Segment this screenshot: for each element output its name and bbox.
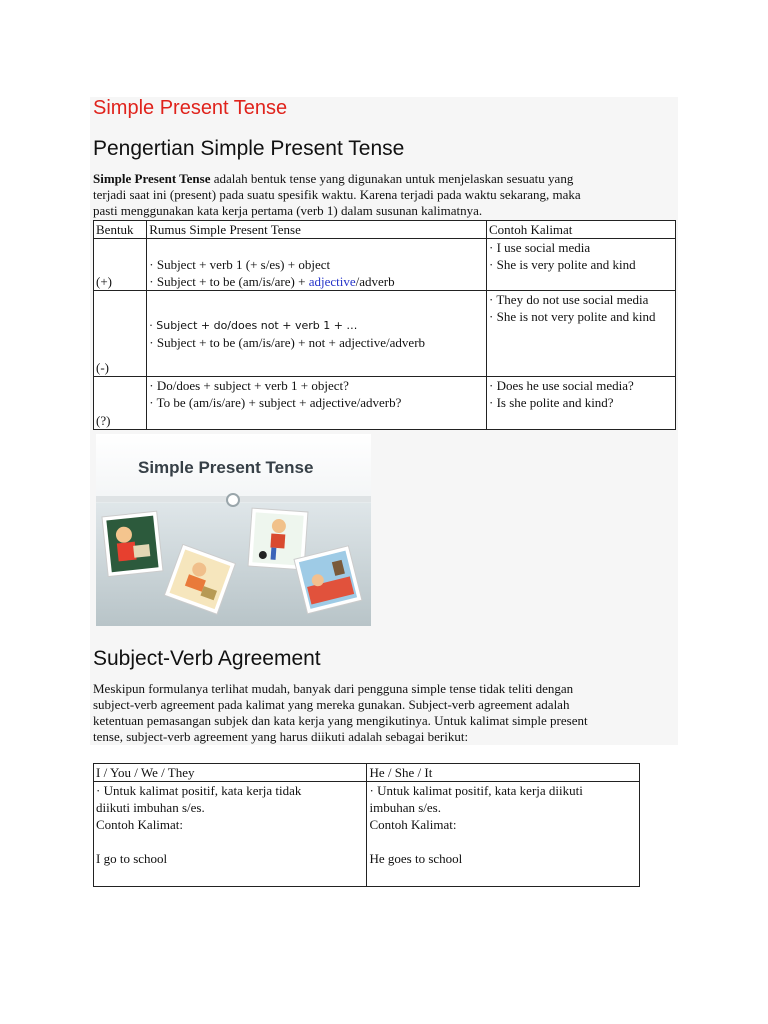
intro-paragraph [93,171,673,219]
para-line-3: ketentuan pemasangan subjek dan kata kerja yang mengikutinya. Untuk kalimat simple present [93,713,588,728]
form-cell: (-) [94,291,147,377]
rule-line: · Untuk kalimat positif, kata kerja tidak [96,783,302,798]
formula-line: · Subject + do/does not + verb 1 + … [149,318,358,332]
header-singular-subjects: He / She / It [367,764,640,782]
plural-rule-cell [94,782,367,887]
para-line-2: subject-verb agreement pada kalimat yang mereka gunakan. Subject-verb agreement adalah [93,697,570,712]
header-contoh: Contoh Kalimat [487,221,676,239]
header-bentuk: Bentuk [94,221,147,239]
table-row [94,377,676,430]
term-bold: Simple Present Tense [93,171,211,186]
rule-line: imbuhan s/es. [369,800,441,815]
formula-table [93,220,676,430]
table-row [94,239,676,291]
formula-line: · Subject + verb 1 (+ s/es) + object [149,257,331,272]
illustration-graphic [96,434,371,626]
page-title: Simple Present Tense [93,97,288,119]
adjective-link[interactable]: adjective [308,274,356,289]
example-label: Contoh Kalimat: [96,817,184,832]
singular-rule-cell [367,782,640,887]
rule-line: · Untuk kalimat positif, kata kerja diikuti [369,783,583,798]
example-line: · Does he use social media? [489,378,634,393]
formula-cell [147,239,487,291]
formula-line: · Do/does + subject + verb 1 + object? [149,378,349,393]
example-label: Contoh Kalimat: [369,817,457,832]
para-line-2: terjadi saat ini (present) pada suatu spesifik waktu. Karena terjadi pada waktu sekarang, maka [93,187,581,202]
form-cell: (+) [94,239,147,291]
slider-dot [227,494,239,506]
table-header-row [94,221,676,239]
example-line: · She is not very polite and kind [489,309,656,324]
illustration-image [96,434,371,626]
image-caption: Simple Present Tense [138,458,314,477]
form-cell: (?) [94,377,147,430]
example-sentence: He goes to school [369,851,463,866]
header-rumus: Rumus Simple Present Tense [147,221,487,239]
example-line: · They do not use social media [489,292,649,307]
rule-line: diikuti imbuhan s/es. [96,800,205,815]
table-row [94,782,640,887]
section-heading-pengertian: Pengertian Simple Present Tense [93,137,405,160]
formula-line: · Subject + to be (am/is/are) + adjective/adverb [149,274,395,289]
agreement-paragraph [93,681,675,745]
agreement-table [93,763,640,887]
example-cell [487,377,676,430]
photo-card-1 [102,511,163,576]
para-line-4: tense, subject-verb agreement yang harus diikuti adalah sebagai berikut: [93,729,469,744]
example-sentence: I go to school [96,851,168,866]
table-header-row [94,764,640,782]
example-line: · She is very polite and kind [489,257,636,272]
section-heading-agreement: Subject-Verb Agreement [93,647,321,670]
formula-line: · To be (am/is/are) + subject + adjective/adverb? [149,395,402,410]
para-line-1: Meskipun formulanya terlihat mudah, banyak dari pengguna simple tense tidak teliti dengan [93,681,574,696]
example-cell [487,239,676,291]
formula-line: · Subject + to be (am/is/are) + not + adjective/adverb [149,334,426,350]
formula-cell [147,291,487,377]
example-cell [487,291,676,377]
example-line: · I use social media [489,240,591,255]
example-line: · Is she polite and kind? [489,395,614,410]
table-row [94,291,676,377]
para-line-1: adalah bentuk tense yang digunakan untuk menjelaskan sesuatu yang [210,171,574,186]
para-line-3: pasti menggunakan kata kerja pertama (verb 1) dalam susunan kalimatnya. [93,203,483,218]
header-plural-subjects: I / You / We / They [94,764,367,782]
formula-cell [147,377,487,430]
